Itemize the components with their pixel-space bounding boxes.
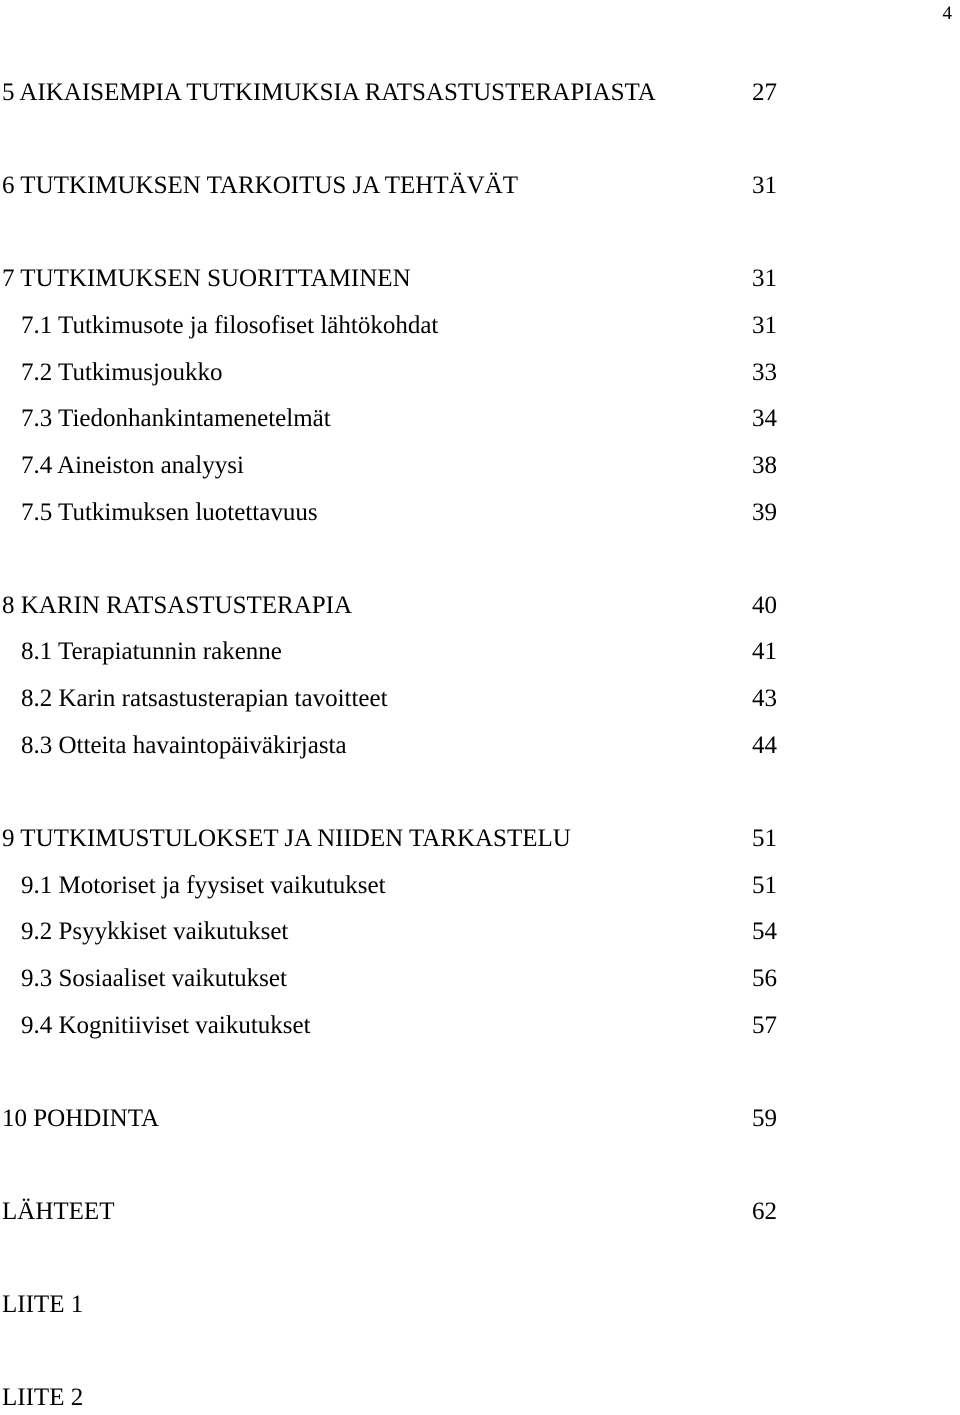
toc-entry-title: 6 TUTKIMUKSEN TARKOITUS JA TEHTÄVÄT <box>2 172 519 199</box>
toc-entry-chapter-10[interactable] <box>0 1102 960 1136</box>
toc-entry-title: 9 TUTKIMUSTULOKSET JA NIIDEN TARKASTELU <box>2 825 571 852</box>
toc-entry-chapter-5[interactable] <box>0 76 960 110</box>
toc-entry-page: 51 <box>752 825 777 852</box>
toc-entry-section-8-2[interactable] <box>0 682 960 716</box>
toc-entry-section-8-1[interactable] <box>0 635 960 669</box>
toc-entry-page: 54 <box>752 918 777 945</box>
toc-entry-section-7-5[interactable] <box>0 496 960 530</box>
toc-entry-page: 40 <box>752 592 777 619</box>
toc-entry-title: 9.1 Motoriset ja fyysiset vaikutukset <box>21 872 386 899</box>
toc-entry-section-7-4[interactable] <box>0 449 960 483</box>
toc-entry-title: 9.2 Psyykkiset vaikutukset <box>21 918 289 945</box>
toc-entry-page: 39 <box>752 499 777 526</box>
toc-entry-references[interactable] <box>0 1195 960 1229</box>
toc-entry-section-9-4[interactable] <box>0 1009 960 1043</box>
toc-entry-title: LIITE 2 <box>2 1384 84 1411</box>
toc-entry-appendix-1[interactable] <box>0 1288 960 1322</box>
toc-entry-title: LÄHTEET <box>2 1198 115 1225</box>
toc-entry-section-9-1[interactable] <box>0 869 960 903</box>
toc-entry-section-9-2[interactable] <box>0 915 960 949</box>
toc-entry-title: 7.4 Aineiston analyysi <box>21 452 244 479</box>
toc-entry-section-7-3[interactable] <box>0 402 960 436</box>
toc-entry-title: 9.3 Sosiaaliset vaikutukset <box>21 965 287 992</box>
toc-entry-page: 41 <box>752 638 777 665</box>
toc-entry-title: LIITE 1 <box>2 1291 84 1318</box>
toc-entry-page: 31 <box>752 312 777 339</box>
toc-entry-title: 10 POHDINTA <box>2 1105 160 1132</box>
toc-entry-title: 5 AIKAISEMPIA TUTKIMUKSIA RATSASTUSTERAPIASTA <box>2 79 656 106</box>
toc-entry-page: 59 <box>752 1105 777 1132</box>
toc-entry-chapter-9[interactable] <box>0 822 960 856</box>
toc-entry-page: 34 <box>752 405 777 432</box>
toc-entry-page: 33 <box>752 359 777 386</box>
toc-entry-page: 31 <box>752 265 777 292</box>
toc-entry-page: 27 <box>752 79 777 106</box>
page-number: 4 <box>942 3 952 24</box>
toc-entry-section-9-3[interactable] <box>0 962 960 996</box>
toc-entry-chapter-8[interactable] <box>0 589 960 623</box>
toc-entry-page: 51 <box>752 872 777 899</box>
toc-entry-title: 7.3 Tiedonhankintamenetelmät <box>21 405 331 432</box>
toc-entry-section-7-1[interactable] <box>0 309 960 343</box>
toc-entry-title: 8.1 Terapiatunnin rakenne <box>21 638 282 665</box>
toc-entry-chapter-7[interactable] <box>0 262 960 296</box>
toc-entry-title: 7.2 Tutkimusjoukko <box>21 359 223 386</box>
toc-entry-section-8-3[interactable] <box>0 729 960 763</box>
toc-entry-title: 9.4 Kognitiiviset vaikutukset <box>21 1012 311 1039</box>
toc-entry-page: 57 <box>752 1012 777 1039</box>
toc-entry-page: 38 <box>752 452 777 479</box>
toc-entry-title: 7.5 Tutkimuksen luotettavuus <box>21 499 318 526</box>
toc-entry-page: 56 <box>752 965 777 992</box>
toc-entry-page: 43 <box>752 685 777 712</box>
toc-entry-chapter-6[interactable] <box>0 169 960 203</box>
toc-entry-title: 7.1 Tutkimusote ja filosofiset lähtökohdat <box>21 312 439 339</box>
toc-entry-page: 62 <box>752 1198 777 1225</box>
toc-entry-title: 7 TUTKIMUKSEN SUORITTAMINEN <box>2 265 411 292</box>
toc-entry-section-7-2[interactable] <box>0 356 960 390</box>
toc-entry-page: 44 <box>752 732 777 759</box>
toc-entry-title: 8 KARIN RATSASTUSTERAPIA <box>2 592 353 619</box>
toc-entry-page: 31 <box>752 172 777 199</box>
toc-entry-title: 8.2 Karin ratsastusterapian tavoitteet <box>21 685 388 712</box>
toc-entry-title: 8.3 Otteita havaintopäiväkirjasta <box>21 732 347 759</box>
